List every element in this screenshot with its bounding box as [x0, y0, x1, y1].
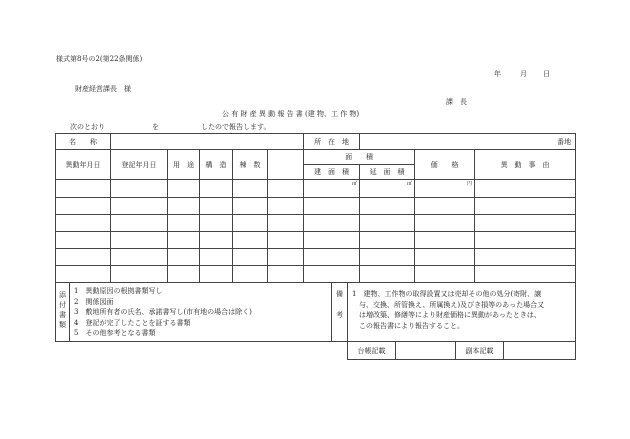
cell[interactable] — [475, 232, 576, 249]
cell[interactable] — [111, 198, 168, 215]
header-floor-area: 延 面 積 — [360, 165, 415, 180]
attachments-list — [70, 283, 332, 342]
cell-area1[interactable]: ㎡ — [304, 180, 360, 198]
cell[interactable] — [56, 180, 111, 198]
bottom-table — [55, 282, 576, 342]
cell[interactable] — [200, 198, 233, 215]
sender-title: 課 長 — [446, 98, 467, 106]
cell[interactable] — [200, 215, 233, 232]
cell[interactable] — [233, 266, 268, 283]
attachment-item: 1 異動原因の根拠書類写し — [74, 287, 163, 295]
cell[interactable] — [168, 215, 200, 232]
cell[interactable] — [360, 232, 415, 249]
cell[interactable] — [200, 232, 233, 249]
cell[interactable] — [475, 266, 576, 283]
cell[interactable] — [111, 266, 168, 283]
document-title: 公 有 財 産 異 動 報 告 書 (建 物、工 作 物) — [222, 110, 360, 118]
cell[interactable] — [268, 249, 304, 266]
cell[interactable] — [56, 215, 111, 232]
location-label: 所 在 地 — [304, 134, 360, 150]
name-label: 名 称 — [56, 134, 111, 150]
cell[interactable] — [233, 180, 268, 198]
location-field[interactable] — [360, 134, 576, 150]
cell[interactable] — [111, 180, 168, 198]
ledger-field[interactable] — [396, 342, 456, 360]
name-field[interactable] — [111, 134, 304, 150]
date-day: 日 — [543, 70, 550, 78]
cell[interactable] — [268, 232, 304, 249]
attachment-item: 5 その他参考となる書類 — [74, 329, 156, 337]
data-row — [56, 232, 576, 249]
header-build-area: 建 面 積 — [304, 165, 360, 180]
header-row-1 — [56, 150, 576, 165]
name-row — [56, 134, 576, 150]
date-month: 月 — [520, 70, 527, 78]
remarks-line: この報告書により報告すること。 — [352, 321, 464, 330]
cell[interactable] — [415, 232, 475, 249]
cell[interactable] — [360, 198, 415, 215]
cell[interactable] — [233, 249, 268, 266]
cell[interactable] — [168, 266, 200, 283]
header-structure: 構 造 — [200, 150, 233, 180]
header-blank — [268, 150, 304, 165]
ledger-table — [347, 341, 576, 360]
cell[interactable] — [56, 249, 111, 266]
addressee: 財産経営課長 様 — [75, 85, 131, 93]
attachment-item: 2 関係図面 — [74, 297, 114, 306]
cell[interactable] — [168, 198, 200, 215]
header-change-reason: 異 動 事 由 — [475, 150, 576, 180]
cell[interactable] — [304, 198, 360, 215]
data-row — [56, 266, 576, 283]
cell[interactable] — [268, 266, 304, 283]
attachment-item: 4 登記が完了したことを証する書類 — [74, 318, 191, 327]
cell[interactable] — [233, 215, 268, 232]
data-row — [56, 180, 576, 198]
remarks-text — [348, 283, 576, 342]
cell[interactable] — [268, 180, 304, 198]
header-price: 価 格 — [415, 150, 475, 180]
remarks-line: は増改築、修繕等により財産価格に異動があったときは、 — [352, 311, 541, 319]
cell[interactable] — [415, 198, 475, 215]
cell[interactable] — [268, 215, 304, 232]
ledger-label: 台帳記載 — [348, 342, 396, 360]
remarks-label: 備考 — [332, 283, 348, 342]
header-use: 用 途 — [168, 150, 200, 180]
header-blank-2 — [268, 165, 304, 180]
cell[interactable] — [304, 249, 360, 266]
cell[interactable] — [475, 249, 576, 266]
intro-prefix: 次のとおり — [70, 123, 105, 131]
date-year: 年 — [494, 70, 501, 78]
header-area: 面 積 — [304, 150, 415, 165]
cell[interactable] — [304, 232, 360, 249]
cell[interactable] — [168, 180, 200, 198]
cell[interactable] — [200, 266, 233, 283]
header-count: 棟 数 — [233, 150, 268, 180]
data-row — [56, 249, 576, 266]
intro-middle: を — [152, 123, 159, 131]
cell[interactable] — [56, 232, 111, 249]
cell[interactable] — [56, 266, 111, 283]
cell[interactable] — [475, 198, 576, 215]
header-change-date: 異動年月日 — [56, 150, 111, 180]
intro-suffix: したので報告します。 — [201, 123, 271, 131]
remarks-line: 与、交換、所管換え、所属換え)及びき損等のあった場合又 — [352, 300, 545, 309]
data-row — [56, 215, 576, 232]
form-number: 様式第8号の2(第22条関係) — [56, 55, 143, 63]
cell[interactable] — [415, 266, 475, 283]
copy-label: 副本記載 — [456, 342, 504, 360]
cell[interactable] — [415, 249, 475, 266]
cell[interactable] — [233, 232, 268, 249]
remarks-line: 1 建物、工作物の取得設置又は売却その他の処分(寄附、譲 — [352, 290, 542, 298]
cell-area2[interactable]: ㎡ — [360, 180, 415, 198]
cell[interactable] — [200, 249, 233, 266]
cell[interactable] — [268, 198, 304, 215]
cell[interactable] — [475, 180, 576, 198]
cell-price[interactable]: 円 — [415, 180, 475, 198]
copy-field[interactable] — [504, 342, 576, 360]
cell[interactable] — [360, 249, 415, 266]
attachment-item: 3 敷地所有者の氏名、承諾書写し(市有地の場合は除く) — [74, 308, 252, 316]
cell[interactable] — [168, 232, 200, 249]
cell[interactable] — [360, 266, 415, 283]
cell[interactable] — [304, 215, 360, 232]
cell[interactable] — [56, 198, 111, 215]
cell[interactable] — [360, 215, 415, 232]
cell[interactable] — [111, 215, 168, 232]
ledger-row — [348, 342, 576, 360]
banchi-label: 番地 — [557, 137, 572, 146]
cell[interactable] — [304, 266, 360, 283]
cell[interactable] — [111, 249, 168, 266]
cell[interactable] — [111, 232, 168, 249]
main-table — [55, 133, 576, 283]
cell[interactable] — [475, 215, 576, 232]
header-reg-date: 登記年月日 — [111, 150, 168, 180]
cell[interactable] — [200, 180, 233, 198]
cell[interactable] — [168, 249, 200, 266]
data-row — [56, 198, 576, 215]
cell[interactable] — [233, 198, 268, 215]
attachments-remarks-row — [56, 283, 576, 342]
cell[interactable] — [415, 215, 475, 232]
attachments-label: 添付書類 — [56, 283, 70, 342]
